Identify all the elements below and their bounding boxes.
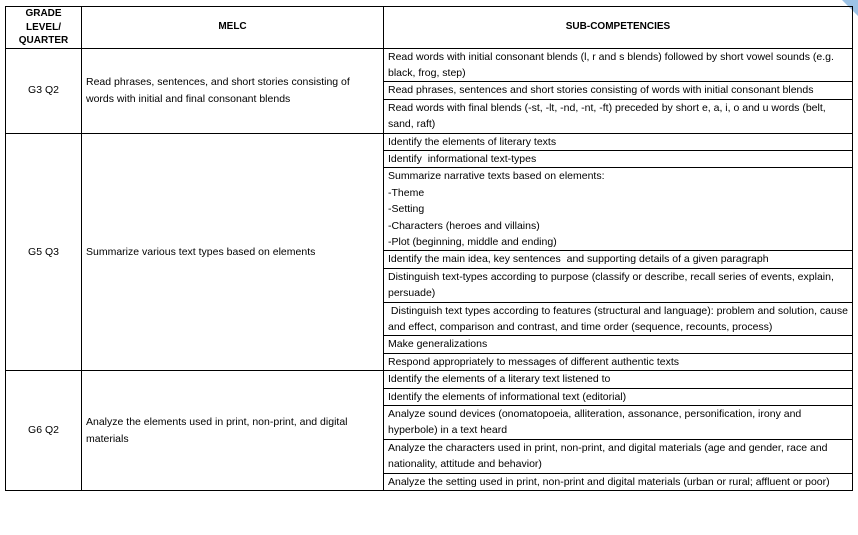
grade-cell: G6 Q2 bbox=[6, 371, 82, 491]
sub-competency-text: Analyze sound devices (onomatopoeia, alliteration, assonance, personification, irony and hyperbole) in a text heard bbox=[388, 408, 805, 437]
sub-competency-cell bbox=[384, 150, 853, 167]
sub-competency-cell bbox=[384, 336, 853, 353]
table-row bbox=[6, 133, 853, 150]
grade-header-line: GRADE bbox=[25, 8, 62, 19]
sub-competency-cell bbox=[384, 353, 853, 370]
sub-competency-text: Read phrases, sentences and short stories consisting of words with initial consonant blends bbox=[388, 84, 814, 97]
grade-header-line: QUARTER bbox=[18, 35, 69, 46]
melc-header: MELC bbox=[82, 7, 384, 49]
grade-cell: G5 Q3 bbox=[6, 133, 82, 371]
sub-competency-cell bbox=[384, 268, 853, 302]
sub-competency-text: Read words with final blends (-st, -lt, -nd, -nt, -ft) preceded by short e, a, i, o and u words (belt, sand, raft) bbox=[388, 101, 829, 131]
melc-cell: Analyze the elements used in print, non-print, and digital materials bbox=[82, 371, 384, 491]
sub-competency-cell bbox=[384, 302, 853, 336]
sub-competencies-header: SUB-COMPETENCIES bbox=[384, 7, 853, 49]
sub-competency-text: Identify the main idea, key sentences and supporting details of a given paragraph bbox=[388, 253, 769, 266]
sub-competency-text: Identify the elements of literary texts bbox=[388, 135, 557, 148]
sub-competency-text: Distinguish text-types according to purpose (classify or describe, recall series of events, explain, persuade) bbox=[388, 270, 837, 300]
sub-competency-cell bbox=[384, 48, 853, 82]
sub-competency-cell bbox=[384, 439, 853, 473]
sub-competency-text: Summarize narrative texts based on elements: -Theme -Setting -Characters (heroes and villains) -Plot (beginning, middle and ending) bbox=[388, 170, 605, 248]
table-row bbox=[6, 48, 853, 82]
sub-competency-text: Make generalizations bbox=[388, 338, 488, 351]
sub-competency-text: Read words with initial consonant blends (l, r and s blends) followed by short vowel sounds (e.g. black, frog, step) bbox=[388, 50, 837, 79]
grade-header bbox=[6, 7, 82, 49]
sub-competency-cell bbox=[384, 371, 853, 388]
sub-competency-text: Identify the elements of informational text (editorial) bbox=[388, 390, 627, 403]
sub-competency-text: Analyze the characters used in print, non-print, and digital materials (age and gender, race and nationality, attitude and behavior) bbox=[388, 441, 831, 471]
sub-competency-cell bbox=[384, 251, 853, 268]
sub-competency-cell bbox=[384, 133, 853, 150]
sub-competency-text: Identify the elements of a literary text listened to bbox=[388, 373, 611, 386]
sub-competency-cell bbox=[384, 473, 853, 490]
sub-competency-text: Distinguish text types according to features (structural and language): problem and solution, cause and effect, comparison and contrast, and time order (sequence, recounts, process) bbox=[388, 304, 851, 333]
sub-competency-cell bbox=[384, 388, 853, 405]
grade-cell: G3 Q2 bbox=[6, 48, 82, 133]
sub-competency-text: Identify informational text-types bbox=[388, 152, 537, 165]
sub-competency-cell bbox=[384, 406, 853, 440]
sub-competency-cell bbox=[384, 168, 853, 251]
header-row bbox=[6, 7, 853, 49]
sub-competency-cell bbox=[384, 82, 853, 99]
grade-header-line: LEVEL/ bbox=[25, 21, 61, 33]
sub-competency-cell bbox=[384, 99, 853, 133]
sub-competency-text: Respond appropriately to messages of different authentic texts bbox=[388, 355, 680, 368]
table-row bbox=[6, 371, 853, 388]
melc-table bbox=[5, 6, 853, 491]
melc-cell: Summarize various text types based on elements bbox=[82, 133, 384, 371]
sub-competency-text: Analyze the setting used in print, non-print and digital materials (urban or rural; affluent or poor) bbox=[388, 475, 830, 488]
melc-cell: Read phrases, sentences, and short stories consisting of words with initial and final consonant blends bbox=[82, 48, 384, 133]
